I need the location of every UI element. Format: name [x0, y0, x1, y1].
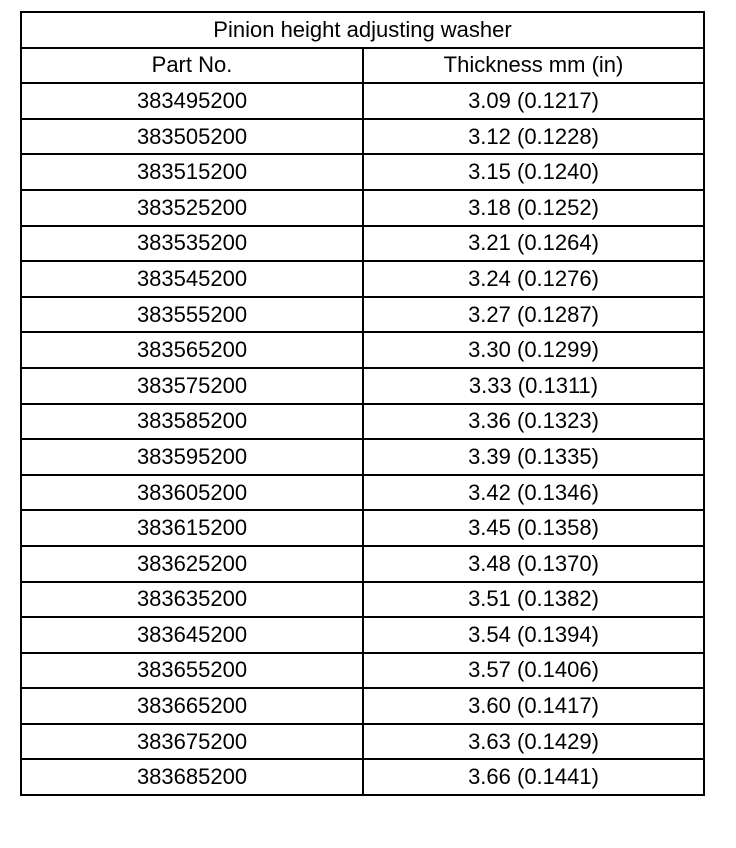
- part-number-cell: 383545200: [21, 261, 363, 297]
- thickness-cell: 3.18 (0.1252): [363, 190, 704, 226]
- part-number-cell: 383585200: [21, 404, 363, 440]
- table-title: Pinion height adjusting washer: [21, 12, 704, 48]
- column-header-part-no: Part No.: [21, 48, 363, 84]
- table-body: [21, 83, 704, 795]
- part-number-cell: 383635200: [21, 582, 363, 618]
- table-row: [21, 617, 704, 653]
- table-row: [21, 226, 704, 262]
- table-row: [21, 154, 704, 190]
- part-number-cell: 383645200: [21, 617, 363, 653]
- table-header-row: [21, 48, 704, 84]
- table-row: [21, 404, 704, 440]
- part-number-cell: 383515200: [21, 154, 363, 190]
- part-number-cell: 383675200: [21, 724, 363, 760]
- part-number-cell: 383525200: [21, 190, 363, 226]
- table-row: [21, 724, 704, 760]
- thickness-cell: 3.21 (0.1264): [363, 226, 704, 262]
- table-row: [21, 83, 704, 119]
- table-row: [21, 510, 704, 546]
- thickness-cell: 3.09 (0.1217): [363, 83, 704, 119]
- thickness-cell: 3.60 (0.1417): [363, 688, 704, 724]
- table-row: [21, 261, 704, 297]
- thickness-cell: 3.51 (0.1382): [363, 582, 704, 618]
- table-row: [21, 582, 704, 618]
- table-row: [21, 332, 704, 368]
- part-number-cell: 383505200: [21, 119, 363, 155]
- table-row: [21, 475, 704, 511]
- table-title-row: [21, 12, 704, 48]
- table-row: [21, 759, 704, 795]
- part-number-cell: 383555200: [21, 297, 363, 333]
- table-row: [21, 653, 704, 689]
- part-number-cell: 383495200: [21, 83, 363, 119]
- thickness-cell: 3.66 (0.1441): [363, 759, 704, 795]
- table-row: [21, 688, 704, 724]
- table-row: [21, 368, 704, 404]
- thickness-cell: 3.12 (0.1228): [363, 119, 704, 155]
- part-number-cell: 383625200: [21, 546, 363, 582]
- thickness-cell: 3.15 (0.1240): [363, 154, 704, 190]
- part-number-cell: 383565200: [21, 332, 363, 368]
- thickness-cell: 3.30 (0.1299): [363, 332, 704, 368]
- column-header-thickness: Thickness mm (in): [363, 48, 704, 84]
- thickness-cell: 3.63 (0.1429): [363, 724, 704, 760]
- washer-spec-table: [20, 11, 705, 796]
- thickness-cell: 3.48 (0.1370): [363, 546, 704, 582]
- part-number-cell: 383575200: [21, 368, 363, 404]
- thickness-cell: 3.33 (0.1311): [363, 368, 704, 404]
- thickness-cell: 3.39 (0.1335): [363, 439, 704, 475]
- table-row: [21, 119, 704, 155]
- table-row: [21, 297, 704, 333]
- thickness-cell: 3.42 (0.1346): [363, 475, 704, 511]
- part-number-cell: 383535200: [21, 226, 363, 262]
- thickness-cell: 3.54 (0.1394): [363, 617, 704, 653]
- thickness-cell: 3.57 (0.1406): [363, 653, 704, 689]
- thickness-cell: 3.36 (0.1323): [363, 404, 704, 440]
- part-number-cell: 383655200: [21, 653, 363, 689]
- part-number-cell: 383605200: [21, 475, 363, 511]
- table-row: [21, 190, 704, 226]
- part-number-cell: 383665200: [21, 688, 363, 724]
- thickness-cell: 3.24 (0.1276): [363, 261, 704, 297]
- thickness-cell: 3.27 (0.1287): [363, 297, 704, 333]
- part-number-cell: 383615200: [21, 510, 363, 546]
- table-row: [21, 546, 704, 582]
- part-number-cell: 383595200: [21, 439, 363, 475]
- table-row: [21, 439, 704, 475]
- thickness-cell: 3.45 (0.1358): [363, 510, 704, 546]
- part-number-cell: 383685200: [21, 759, 363, 795]
